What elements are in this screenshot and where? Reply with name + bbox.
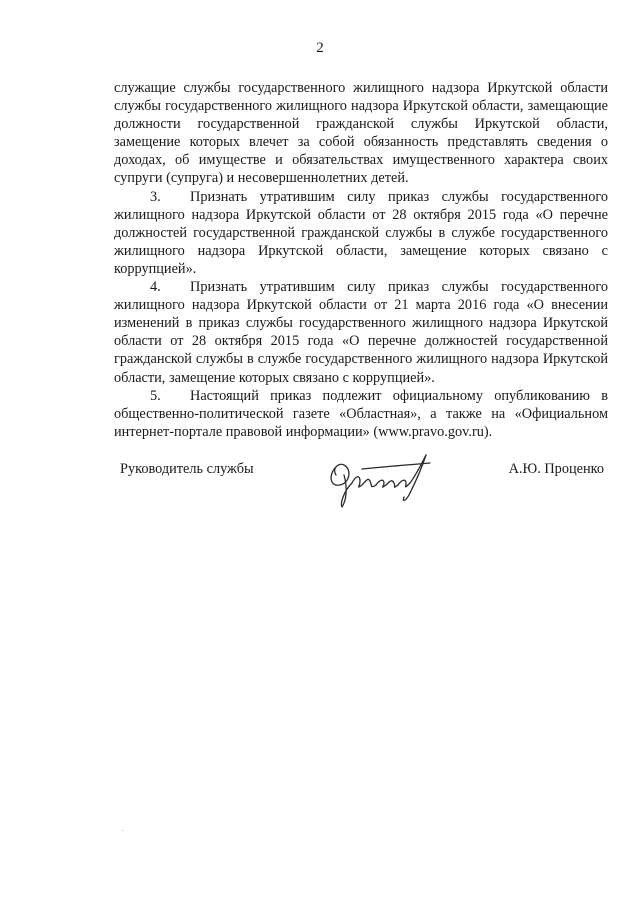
document-body bbox=[114, 79, 608, 441]
paragraph-text: Признать утратившим силу приказ службы государственного жилищного надзора Иркутской области от 21 марта 2016 года «О внесении изменений в приказ службы государственного жилищного надзора Иркутской области от 28 октября 2015 года «О перечне должностей государственной гражданской службы в службе государственного жилищного надзора Иркутской области, замещение которых связано с коррупцией». bbox=[114, 279, 608, 386]
paragraph-continuation bbox=[114, 79, 608, 188]
paragraph-item-4 bbox=[114, 278, 608, 387]
paragraph-text: служащие службы государственного жилищного надзора Иркутской области службы государственного жилищного надзора Иркутской области, замещающие должности государственной гражданской службы Иркутской области, замещение которых влечет за собой обязанность представлять сведения о доходах, об имуществе и обязательствах имущественного характера своих супруги (супруга) и несовершеннолетних детей. bbox=[114, 80, 608, 187]
signatory-name: А.Ю. Проценко bbox=[508, 461, 604, 477]
scan-speck bbox=[122, 830, 123, 831]
paragraph-number: 5. bbox=[150, 387, 161, 404]
signatory-title: Руководитель службы bbox=[120, 461, 254, 477]
paragraph-number: 3. bbox=[150, 188, 161, 205]
page-number: 2 bbox=[316, 40, 324, 56]
handwritten-signature bbox=[322, 445, 442, 511]
signature-block bbox=[114, 445, 608, 515]
paragraph-item-3 bbox=[114, 188, 608, 278]
paragraph-text: Признать утратившим силу приказ службы государственного жилищного надзора Иркутской области от 28 октября 2015 года «О перечне должностей государственной гражданской службы в службе государственного жилищного надзора Иркутской области, замещение которых связано с коррупцией». bbox=[114, 188, 608, 277]
paragraph-number: 4. bbox=[150, 279, 161, 296]
paragraph-text: Настоящий приказ подлежит официальному опубликованию в общественно-политической газете «Областная», а также на «Официальном интернет-портале правовой информации» (www.pravo.gov.ru). bbox=[114, 387, 608, 440]
paragraph-item-5 bbox=[114, 387, 608, 441]
